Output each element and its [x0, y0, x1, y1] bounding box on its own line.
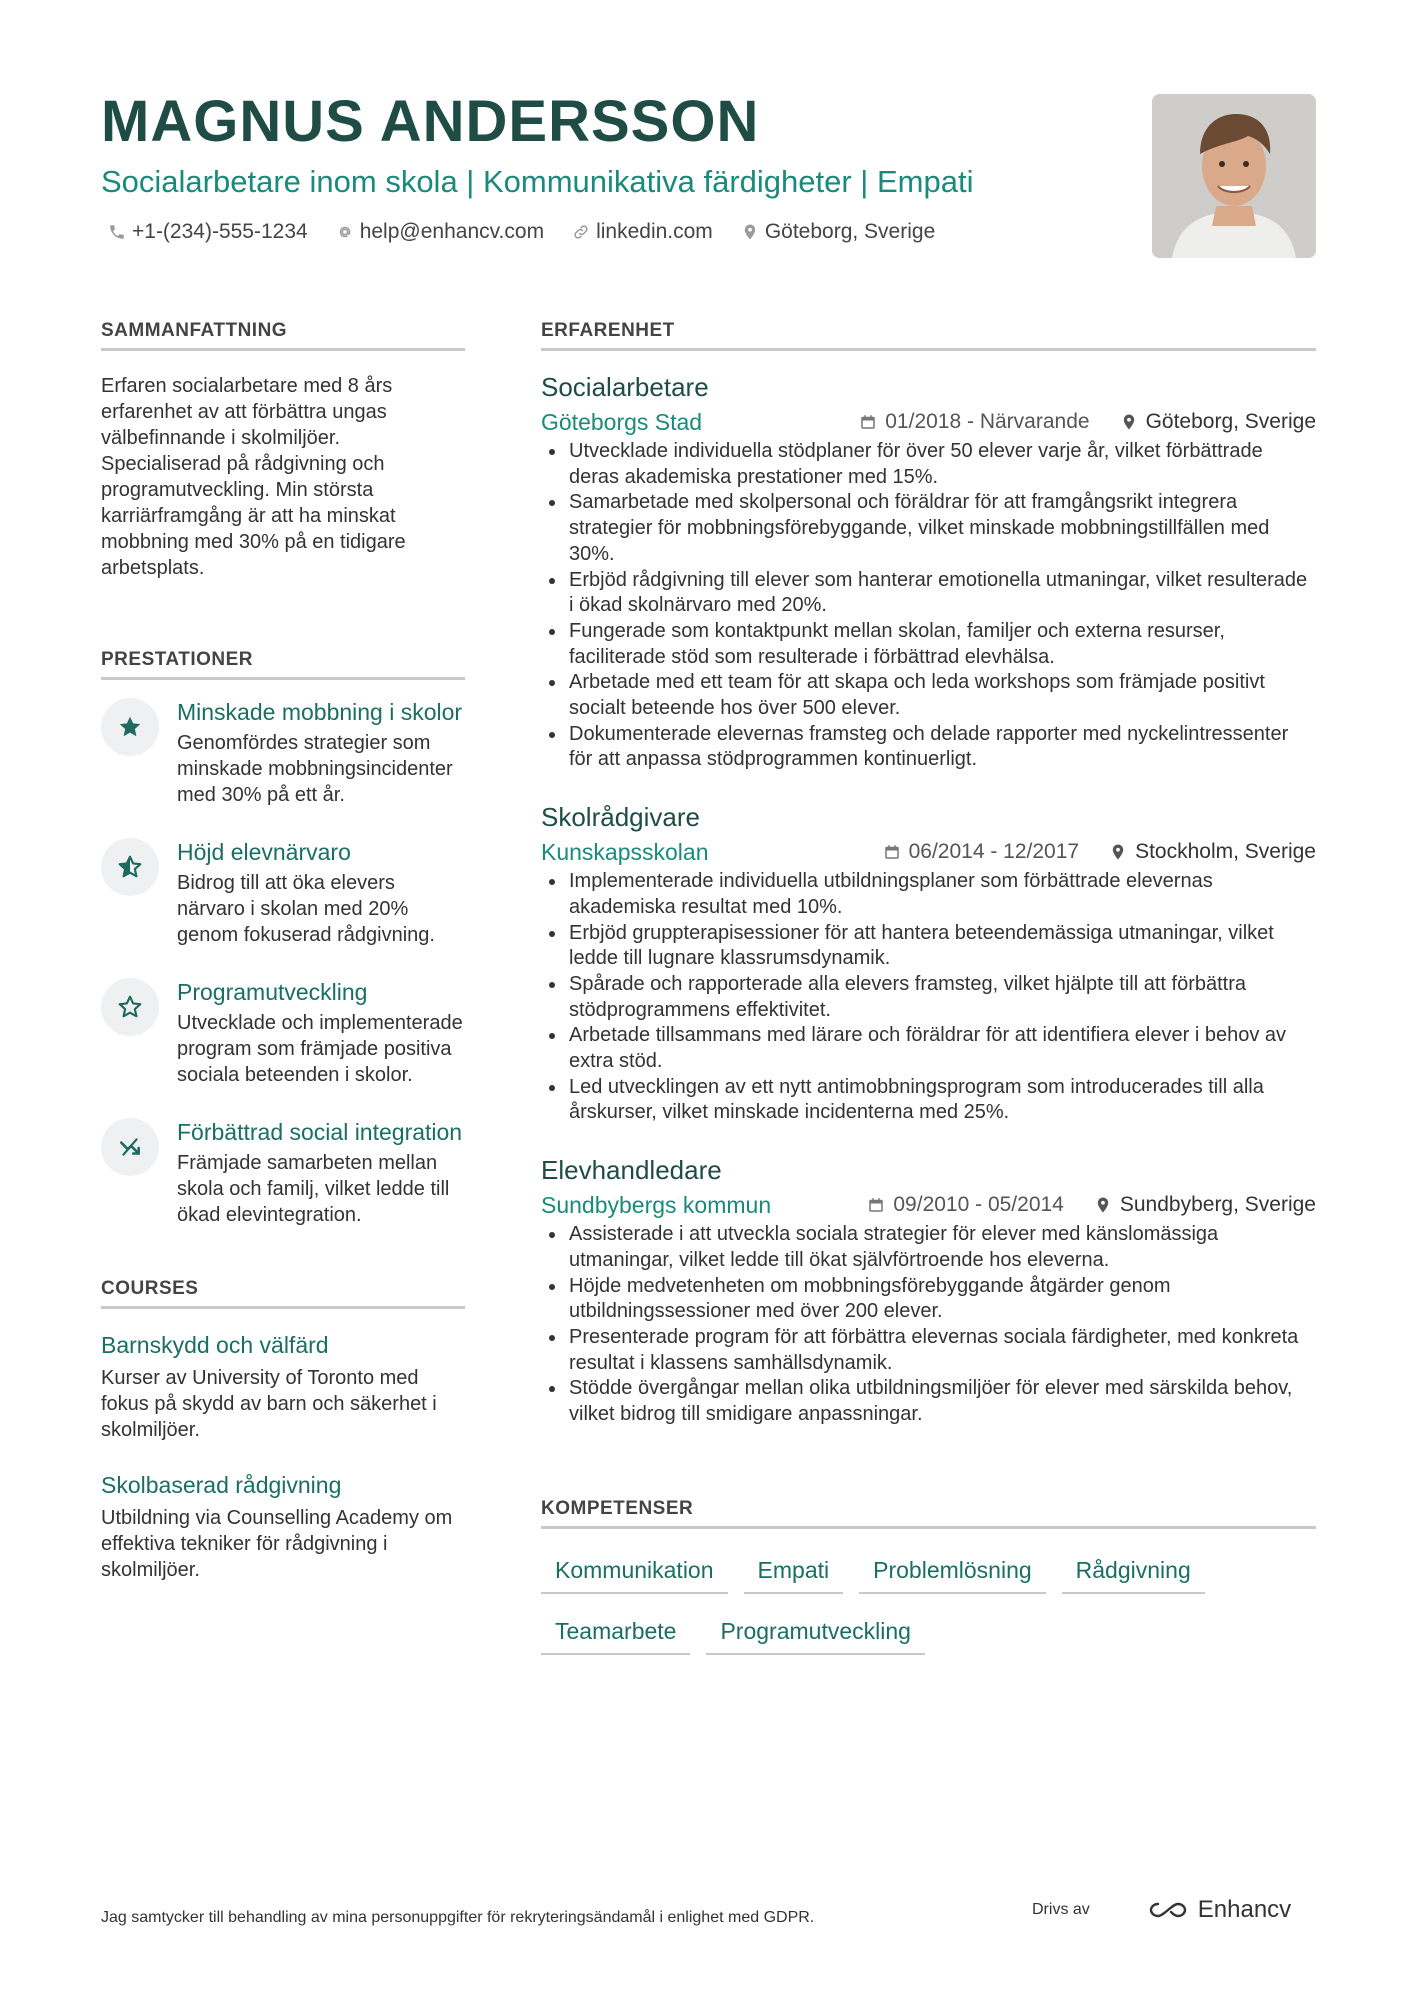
bullet-item: Höjde medvetenheten om mobbningsförebyggande åtgärder genom utbildningssessioner med över 200 elever. — [541, 1274, 1316, 1325]
email-text: help@enhancv.com — [359, 220, 545, 243]
location-pin-icon — [741, 223, 759, 241]
job-dates-text: 06/2014 - 12/2017 — [908, 840, 1080, 864]
phone-text: +1-(234)-555-1234 — [132, 220, 308, 243]
at-icon — [336, 223, 354, 241]
achievement-desc: Genomfördes strategier som minskade mobbningsincidenter med 30% på ett år. — [177, 732, 453, 806]
location-pin-icon — [1094, 1196, 1112, 1214]
achievement-icon-badge — [101, 838, 159, 896]
bullet-item: Utvecklade individuella stödplaner för över 50 elever varje år, vilket förbättrade deras akademiska prestationer med 15%. — [541, 439, 1316, 490]
email-contact[interactable] — [336, 220, 544, 244]
star-half-icon — [117, 854, 143, 880]
phone-contact — [108, 220, 308, 244]
footer-branding — [1032, 1896, 1291, 1924]
job-location-text: Stockholm, Sverige — [1135, 840, 1316, 864]
job-title: Elevhandledare — [541, 1155, 722, 1186]
achievement-title: Höjd elevnärvaro — [177, 839, 351, 865]
powered-by-label: Drivs av — [1032, 1901, 1090, 1918]
achievement-item — [101, 1118, 465, 1228]
achievement-item — [101, 698, 465, 808]
courses-heading: COURSES — [101, 1278, 465, 1309]
job-title: Skolrådgivare — [541, 802, 700, 833]
achievement-item — [101, 838, 465, 948]
calendar-icon — [883, 843, 901, 861]
bullet-item: Fungerade som kontaktpunkt mellan skolan, familjer och externa resurser, faciliterade stöd som resulterade i förbättrad elevhälsa. — [541, 619, 1316, 670]
calendar-icon — [867, 1196, 885, 1214]
skill-tag: Problemlösning — [859, 1551, 1046, 1594]
contact-row — [108, 220, 935, 244]
bullet-item: Stödde övergångar mellan olika utbildningsmiljöer för elever med särskilda behov, vilket bidrog till smidigare anpassningar. — [541, 1376, 1316, 1427]
skill-tag: Rådgivning — [1062, 1551, 1205, 1594]
job-company: Sundbybergs kommun — [541, 1191, 772, 1218]
candidate-name: MAGNUS ANDERSSON — [101, 89, 760, 154]
achievement-item — [101, 978, 465, 1088]
bullet-item: Arbetade tillsammans med lärare och föräldrar för att identifiera elever i behov av extra stöd. — [541, 1023, 1316, 1074]
star-icon — [117, 714, 143, 740]
skills-section — [541, 1498, 1316, 1655]
bullet-item: Presenterade program för att förbättra elevernas sociala färdigheter, med konkreta resultat i klassens samhällsdynamik. — [541, 1325, 1316, 1376]
job-dates — [859, 410, 1089, 434]
star-outline-icon — [117, 994, 143, 1020]
achievement-icon-badge — [101, 698, 159, 756]
job-location-text: Göteborg, Sverige — [1145, 410, 1316, 433]
job-bullets — [541, 1222, 1316, 1428]
job-meta-row — [541, 1190, 1316, 1220]
course-title: Skolbaserad rådgivning — [101, 1472, 342, 1498]
brand-name: Enhancv — [1197, 1896, 1292, 1923]
bullet-item: Assisterade i att utveckla sociala strategier för elever med känslomässiga utmaningar, vilket ledde till ökat självförtroende hos eleverna. — [541, 1222, 1316, 1273]
summary-text: Erfaren socialarbetare med 8 års erfarenhet av att förbättra ungas välbefinnande i skolmiljöer. Specialiserad på rådgivning och programutveckling. Min största karriärframgång är att ha minskat mobbning med 30% på en tidigare arbetsplats. — [101, 375, 406, 579]
location-contact — [741, 220, 935, 244]
job-location — [1094, 1193, 1316, 1217]
achievement-desc: Främjade samarbeten mellan skola och familj, vilket ledde till ökad elevintegration. — [177, 1152, 450, 1226]
courses-section — [101, 1278, 465, 1583]
bullet-item: Arbetade med ett team för att skapa och leda workshops som främjade positivt socialt beteende hos över 500 elever. — [541, 670, 1316, 721]
job-entry — [541, 371, 1316, 773]
experience-heading: ERFARENHET — [541, 320, 1316, 351]
achievement-title: Programutveckling — [177, 979, 368, 1005]
job-meta-row — [541, 837, 1316, 867]
course-desc: Utbildning via Counselling Academy om effektiva tekniker för rådgivning i skolmiljöer. — [101, 1507, 453, 1581]
location-pin-icon — [1120, 413, 1138, 431]
linkedin-text: linkedin.com — [596, 220, 713, 243]
avatar-portrait — [1152, 94, 1316, 258]
infinity-icon — [1146, 1898, 1190, 1922]
bullet-item: Samarbetade med skolpersonal och föräldrar för att framgångsrikt integrera strategier för mobbningsförebyggande, vilket minskade mobbningstillfällen med 30%. — [541, 490, 1316, 567]
achievements-heading: PRESTATIONER — [101, 649, 465, 680]
gdpr-consent: Jag samtycker till behandling av mina personuppgifter för rekryteringsändamål i enlighet med GDPR. — [101, 1909, 815, 1926]
achievement-desc: Bidrog till att öka elevers närvaro i skolan med 20% genom fokuserad rådgivning. — [177, 872, 435, 946]
course-title: Barnskydd och välfärd — [101, 1332, 329, 1358]
achievement-title: Minskade mobbning i skolor — [177, 699, 463, 725]
phone-icon — [108, 223, 126, 241]
profile-photo — [1152, 94, 1316, 258]
job-dates — [867, 1193, 1063, 1217]
link-icon — [572, 223, 590, 241]
job-title: Socialarbetare — [541, 372, 709, 402]
bullet-item: Erbjöd rådgivning till elever som hanterar emotionella utmaningar, vilket resulterade i ökad skolnärvaro med 20%. — [541, 568, 1316, 619]
course-item — [101, 1331, 465, 1443]
achievements-list — [101, 698, 465, 1228]
skill-tag: Kommunikation — [541, 1551, 728, 1594]
job-location — [1120, 410, 1316, 434]
job-dates-text: 01/2018 - Närvarande — [885, 410, 1090, 433]
job-company: Kunskapsskolan — [541, 838, 709, 865]
course-item — [101, 1471, 465, 1583]
skills-heading: KOMPETENSER — [541, 1498, 1316, 1529]
location-text: Göteborg, Sverige — [764, 220, 936, 243]
right-column — [541, 320, 1316, 1655]
summary-heading: SAMMANFATTNING — [101, 320, 465, 351]
achievement-title: Förbättrad social integration — [177, 1119, 463, 1145]
job-location — [1109, 840, 1316, 864]
job-dates-text: 09/2010 - 05/2014 — [893, 1193, 1064, 1217]
job-company: Göteborgs Stad — [541, 408, 703, 435]
location-pin-icon — [1109, 843, 1127, 861]
job-entry — [541, 801, 1316, 1126]
calendar-icon — [859, 413, 877, 431]
bullet-item: Dokumenterade elevernas framsteg och delade rapporter med nyckelintressenter för att anpassa stödprogrammen kontinuerligt. — [541, 722, 1316, 773]
skill-tag: Empati — [744, 1551, 844, 1594]
bullet-item: Spårade och rapporterade alla elevers framsteg, vilket hjälpte till att förbättra stödprogrammens effektivitet. — [541, 972, 1316, 1023]
left-column — [101, 320, 465, 1583]
achievements-section — [101, 649, 465, 1228]
skill-tag: Teamarbete — [541, 1612, 690, 1655]
job-dates — [883, 840, 1079, 864]
job-bullets — [541, 439, 1316, 773]
course-desc: Kurser av University of Toronto med fokus på skydd av barn och säkerhet i skolmiljöer. — [101, 1367, 437, 1441]
achievement-icon-badge — [101, 1118, 159, 1176]
enhancv-logo[interactable] — [1146, 1896, 1291, 1924]
achievement-desc: Utvecklade och implementerade program som främjade positiva sociala beteenden i skolor. — [177, 1012, 463, 1086]
skills-list — [541, 1551, 1261, 1655]
bullet-item: Led utvecklingen av ett nytt antimobbningsprogram som introducerades till alla årskurser, vilket minskade incidenterna med 25%. — [541, 1075, 1316, 1126]
summary-section — [101, 320, 465, 581]
achievement-icon-badge — [101, 978, 159, 1036]
job-location-text: Sundbyberg, Sverige — [1119, 1193, 1316, 1217]
job-entry — [541, 1154, 1316, 1428]
job-bullets — [541, 869, 1316, 1126]
bullet-item: Implementerade individuella utbildningsplaner som förbättrade elevernas akademiska resultat med 10%. — [541, 869, 1316, 920]
bullet-item: Erbjöd gruppterapisessioner för att hantera beteendemässiga utmaningar, vilket ledde till lugnare klassrumsdynamik. — [541, 921, 1316, 972]
linkedin-contact[interactable] — [572, 220, 713, 244]
skill-tag: Programutveckling — [706, 1612, 924, 1655]
trend-icon — [117, 1134, 143, 1160]
candidate-subtitle: Socialarbetare inom skola | Kommunikativa färdigheter | Empati — [101, 164, 974, 199]
job-meta-row — [541, 407, 1316, 437]
